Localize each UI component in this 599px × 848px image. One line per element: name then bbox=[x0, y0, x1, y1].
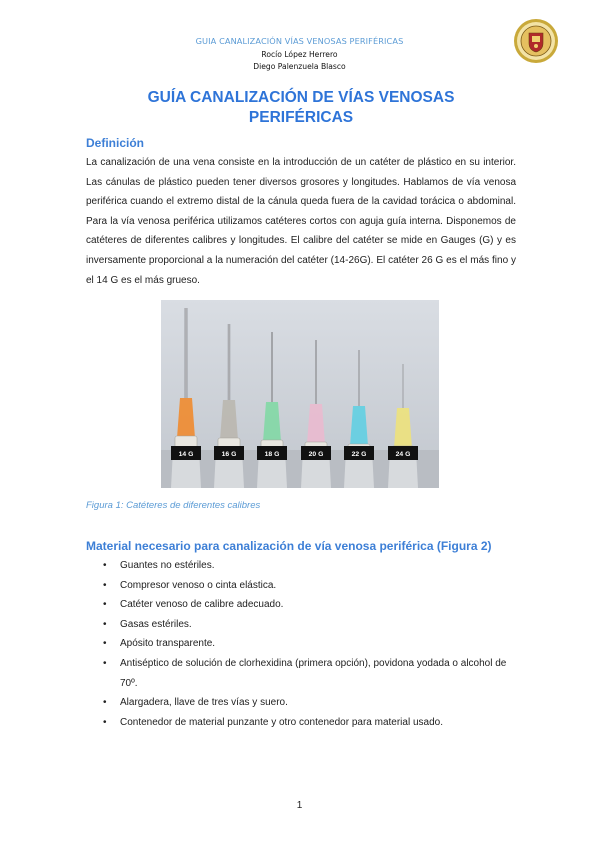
material-list-item bbox=[86, 615, 526, 635]
material-list-item bbox=[86, 595, 526, 615]
catheter-hub bbox=[350, 406, 368, 446]
gauge-label: 24 G bbox=[395, 451, 411, 459]
catheter-needle bbox=[228, 324, 230, 400]
material-item-text: Compresor venoso o cinta elástica. bbox=[120, 579, 277, 591]
catheter-hub bbox=[220, 400, 238, 440]
material-item-text: Gasas estériles. bbox=[120, 618, 192, 630]
catheter-hub bbox=[177, 398, 195, 438]
catheters-photo bbox=[161, 300, 439, 488]
material-item-text: Antiséptico de solución de clorhexidina (primera opción), povidona yodada o alcohol de 70º. bbox=[120, 657, 507, 689]
page-header bbox=[0, 36, 599, 71]
material-list-item bbox=[86, 576, 526, 596]
material-list-item bbox=[86, 654, 526, 693]
bullet-icon: • bbox=[103, 638, 107, 650]
document-title-line-2: PERIFÉRICAS bbox=[248, 109, 354, 126]
gauge-label: 16 G bbox=[221, 451, 237, 459]
author-name-1: Rocío López Herrero bbox=[261, 50, 338, 59]
definition-heading: Definición bbox=[86, 136, 145, 150]
gauge-label: 20 G bbox=[308, 451, 324, 459]
material-item-text: Contenedor de material punzante y otro contenedor para material usado. bbox=[120, 716, 443, 728]
definition-paragraph: La canalización de una vena consiste en la introducción de un catéter de plástico en su interior. Las cánulas de plástico pueden tener diversos grosores y longitudes. Hablamos de vía venosa periférica cuando el extremo distal de la cánula queda fuera de la cavidad torácica o abdominal. Para la vía venosa periférica utilizamos catéteres cortos con aguja guía interna. Disponemos de catéteres de diferentes calibres y longitudes. El calibre del catéter se mide en Gauges (G) y es inversamente proporcional a la numeración del catéter (14-26G). El catéter 26 G es el más fino y el 14 G es el más grueso. bbox=[86, 157, 516, 286]
material-item-text: Alargadera, llave de tres vías y suero. bbox=[120, 697, 288, 709]
bullet-icon: • bbox=[103, 560, 107, 571]
material-list bbox=[86, 556, 526, 732]
material-item-text: Catéter venoso de calibre adecuado. bbox=[120, 599, 284, 611]
material-heading: Material necesario para canalización de vía venosa periférica (Figura 2) bbox=[86, 539, 492, 553]
bullet-icon: • bbox=[103, 697, 107, 709]
gauge-label: 22 G bbox=[351, 451, 367, 459]
material-list-item bbox=[86, 713, 526, 733]
material-item-text: Apósito transparente. bbox=[120, 638, 216, 650]
catheter-needle bbox=[402, 364, 403, 408]
gauge-label: 14 G bbox=[178, 451, 194, 459]
catheter-needle bbox=[185, 308, 188, 398]
bullet-icon: • bbox=[103, 716, 107, 728]
catheter-hub bbox=[307, 404, 325, 444]
catheter-needle bbox=[315, 340, 317, 404]
document-title-line-1: GUÍA CANALIZACIÓN DE VÍAS VENOSAS bbox=[147, 89, 455, 106]
university-seal-logo bbox=[513, 18, 559, 64]
bullet-icon: • bbox=[103, 618, 107, 630]
catheter-hub bbox=[394, 408, 412, 448]
catheter-needle bbox=[358, 350, 359, 406]
author-name-2: Diego Palenzuela Blasco bbox=[253, 62, 346, 71]
bullet-icon: • bbox=[103, 599, 107, 611]
material-list-item bbox=[86, 634, 526, 654]
bullet-icon: • bbox=[103, 579, 107, 591]
material-list-item bbox=[86, 556, 526, 576]
material-list-item bbox=[86, 693, 526, 713]
catheter-hub bbox=[263, 402, 281, 442]
material-item-text: Guantes no estériles. bbox=[120, 560, 215, 571]
page-number: 1 bbox=[296, 800, 303, 811]
catheter-needle bbox=[271, 332, 273, 402]
gauge-label: 18 G bbox=[264, 451, 280, 459]
running-header-title: GUIA CANALIZACIÓN VÍAS VENOSAS PERIFÉRICAS bbox=[195, 36, 404, 46]
bullet-icon: • bbox=[103, 657, 107, 669]
document-title bbox=[86, 88, 516, 128]
figure-caption: Figura 1: Catéteres de diferentes calibres bbox=[86, 500, 261, 511]
